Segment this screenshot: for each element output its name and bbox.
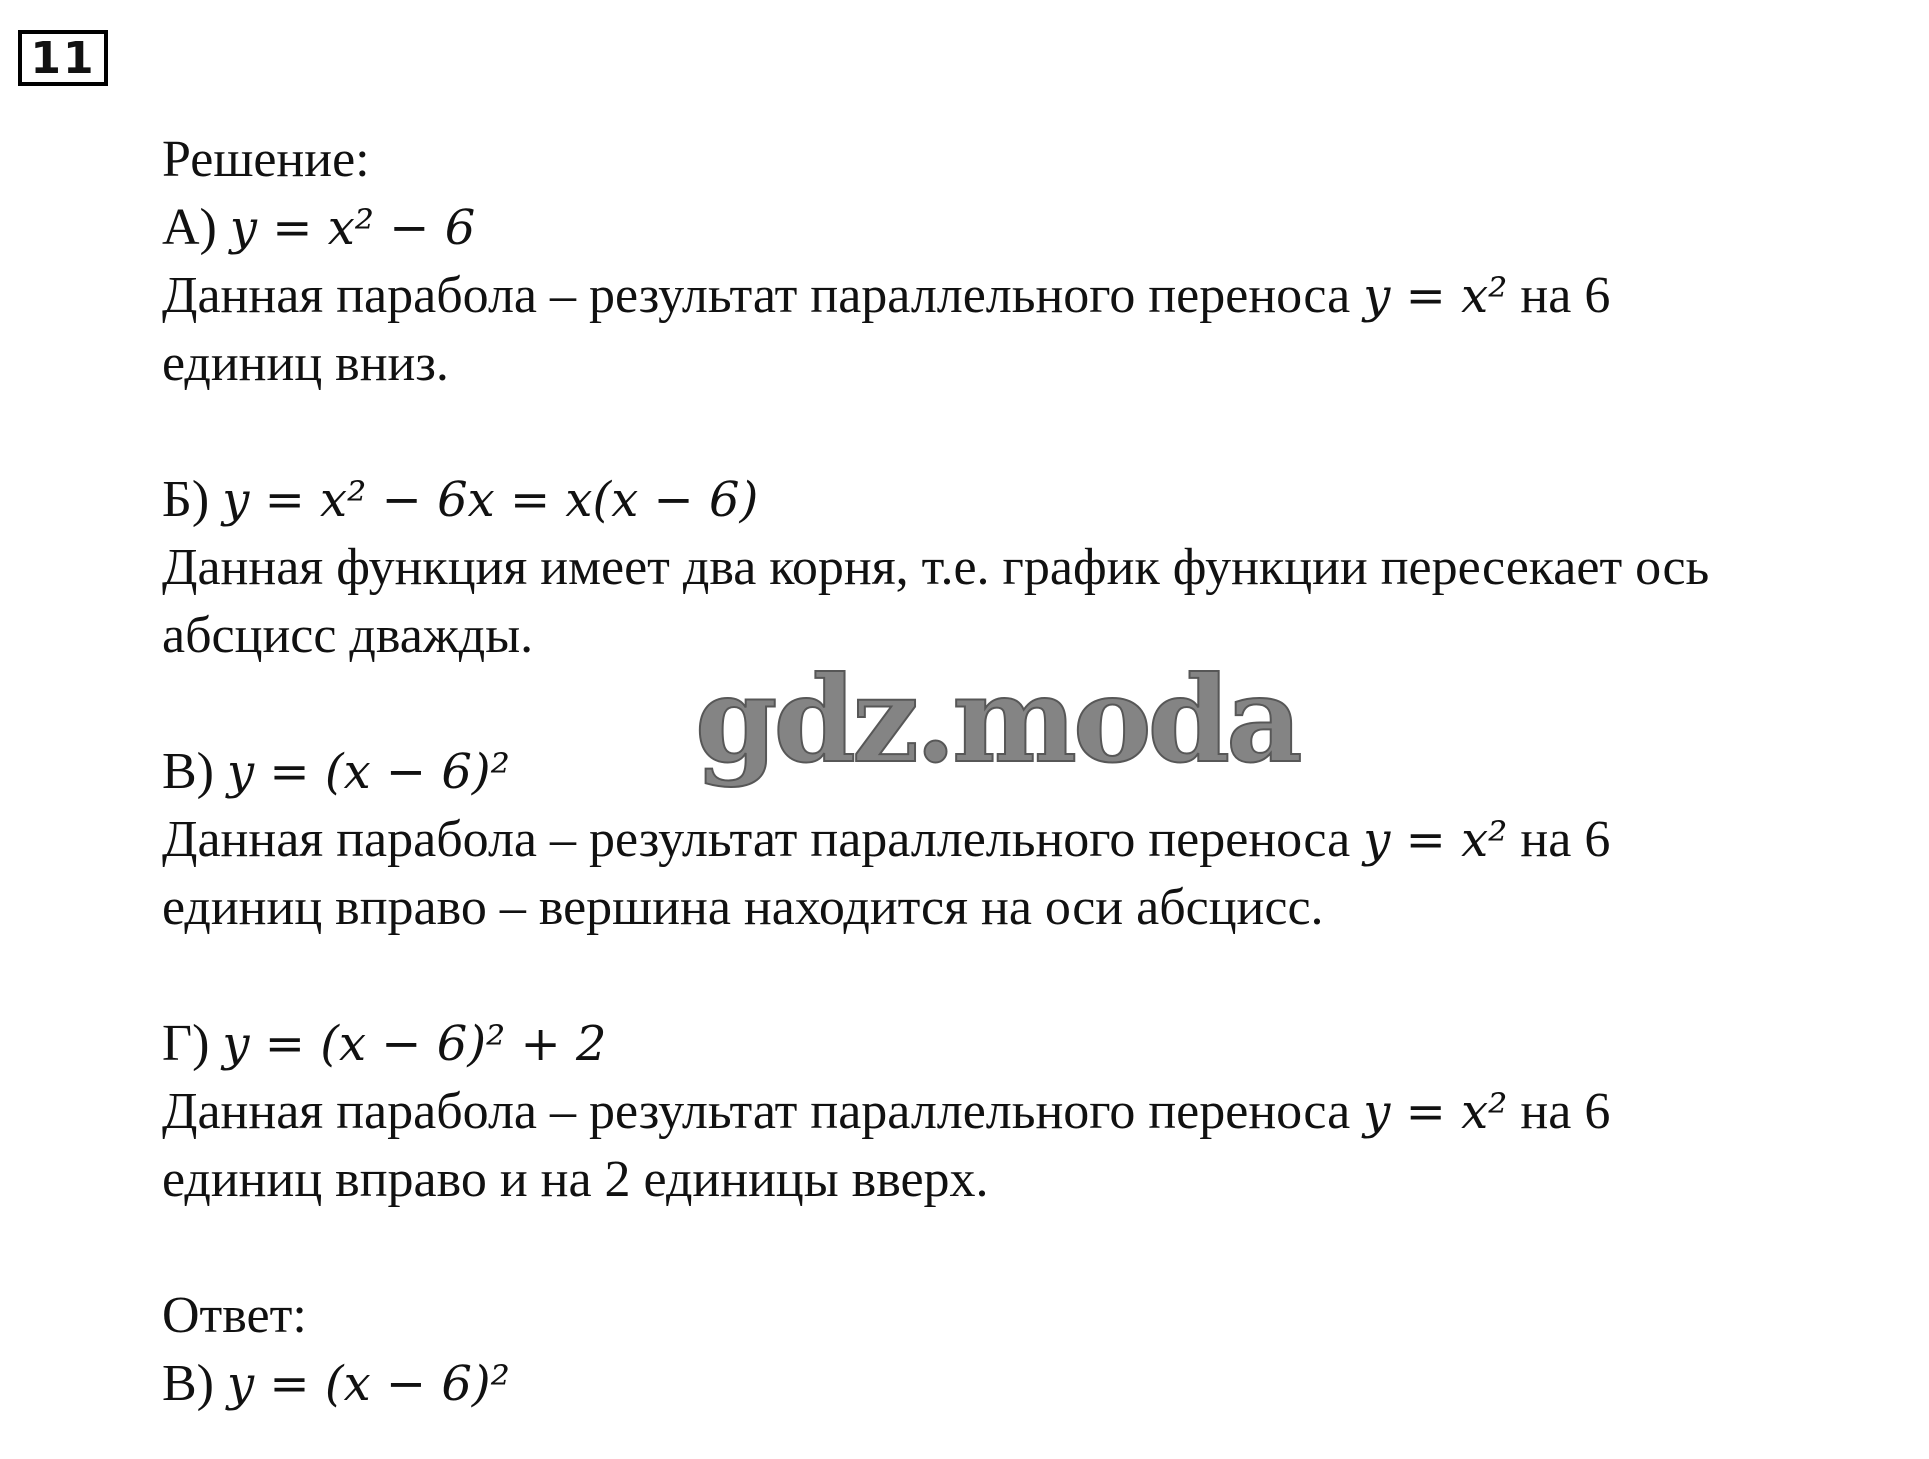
item-b-heading [162, 466, 1922, 534]
item-a-description-line2: единиц вниз. [162, 335, 449, 392]
item-b-formula: y = x² − 6x = x(x − 6) [222, 472, 759, 528]
item-a-desc-end: на 6 [1507, 267, 1611, 324]
answer-item-label: В) [162, 1355, 227, 1412]
item-v-desc-formula: y = x² [1363, 812, 1508, 868]
solution-label: Решение: [162, 131, 370, 188]
watermark-logo: gdz.moda [695, 650, 1299, 789]
item-g-desc-formula: y = x² [1363, 1084, 1508, 1140]
answer-formula: y = (x − 6)² [227, 1356, 510, 1412]
item-v-desc-end: на 6 [1507, 811, 1611, 868]
item-b-label: Б) [162, 471, 223, 528]
item-a-desc-formula: y = x² [1363, 268, 1508, 324]
item-b-description-line2: абсцисс дважды. [162, 607, 534, 664]
item-v-description-line2: единиц вправо – вершина находится на оси абсцисс. [162, 879, 1324, 936]
answer-heading [162, 1350, 1922, 1418]
task-number: 11 [30, 32, 96, 84]
item-a-description-line1 [162, 262, 1922, 330]
item-v-description-line1 [162, 806, 1922, 874]
item-g-desc-end: на 6 [1507, 1083, 1611, 1140]
item-b-description-line1: Данная функция имеет два корня, т.е. график функции пересекает ось [162, 539, 1710, 596]
item-a-heading [162, 194, 1922, 262]
item-g-description-line2: единиц вправо и на 2 единицы вверх. [162, 1151, 989, 1208]
item-a-label: А) [162, 199, 230, 256]
item-g-desc-text: Данная парабола – результат параллельного переноса [162, 1083, 1351, 1140]
item-g-label: Г) [162, 1015, 223, 1072]
item-g-description-line1 [162, 1078, 1922, 1146]
item-v-formula: y = (x − 6)² [227, 744, 510, 800]
item-v-desc-text: Данная парабола – результат параллельного переноса [162, 811, 1351, 868]
item-a-desc-text: Данная парабола – результат параллельного переноса [162, 267, 1351, 324]
item-a-formula: y = x² − 6 [229, 200, 476, 256]
task-number-box [18, 30, 108, 86]
answer-label: Ответ: [162, 1287, 307, 1344]
item-g-formula: y = (x − 6)² + 2 [222, 1016, 607, 1072]
item-g-heading [162, 1010, 1922, 1078]
item-v-label: В) [162, 743, 227, 800]
